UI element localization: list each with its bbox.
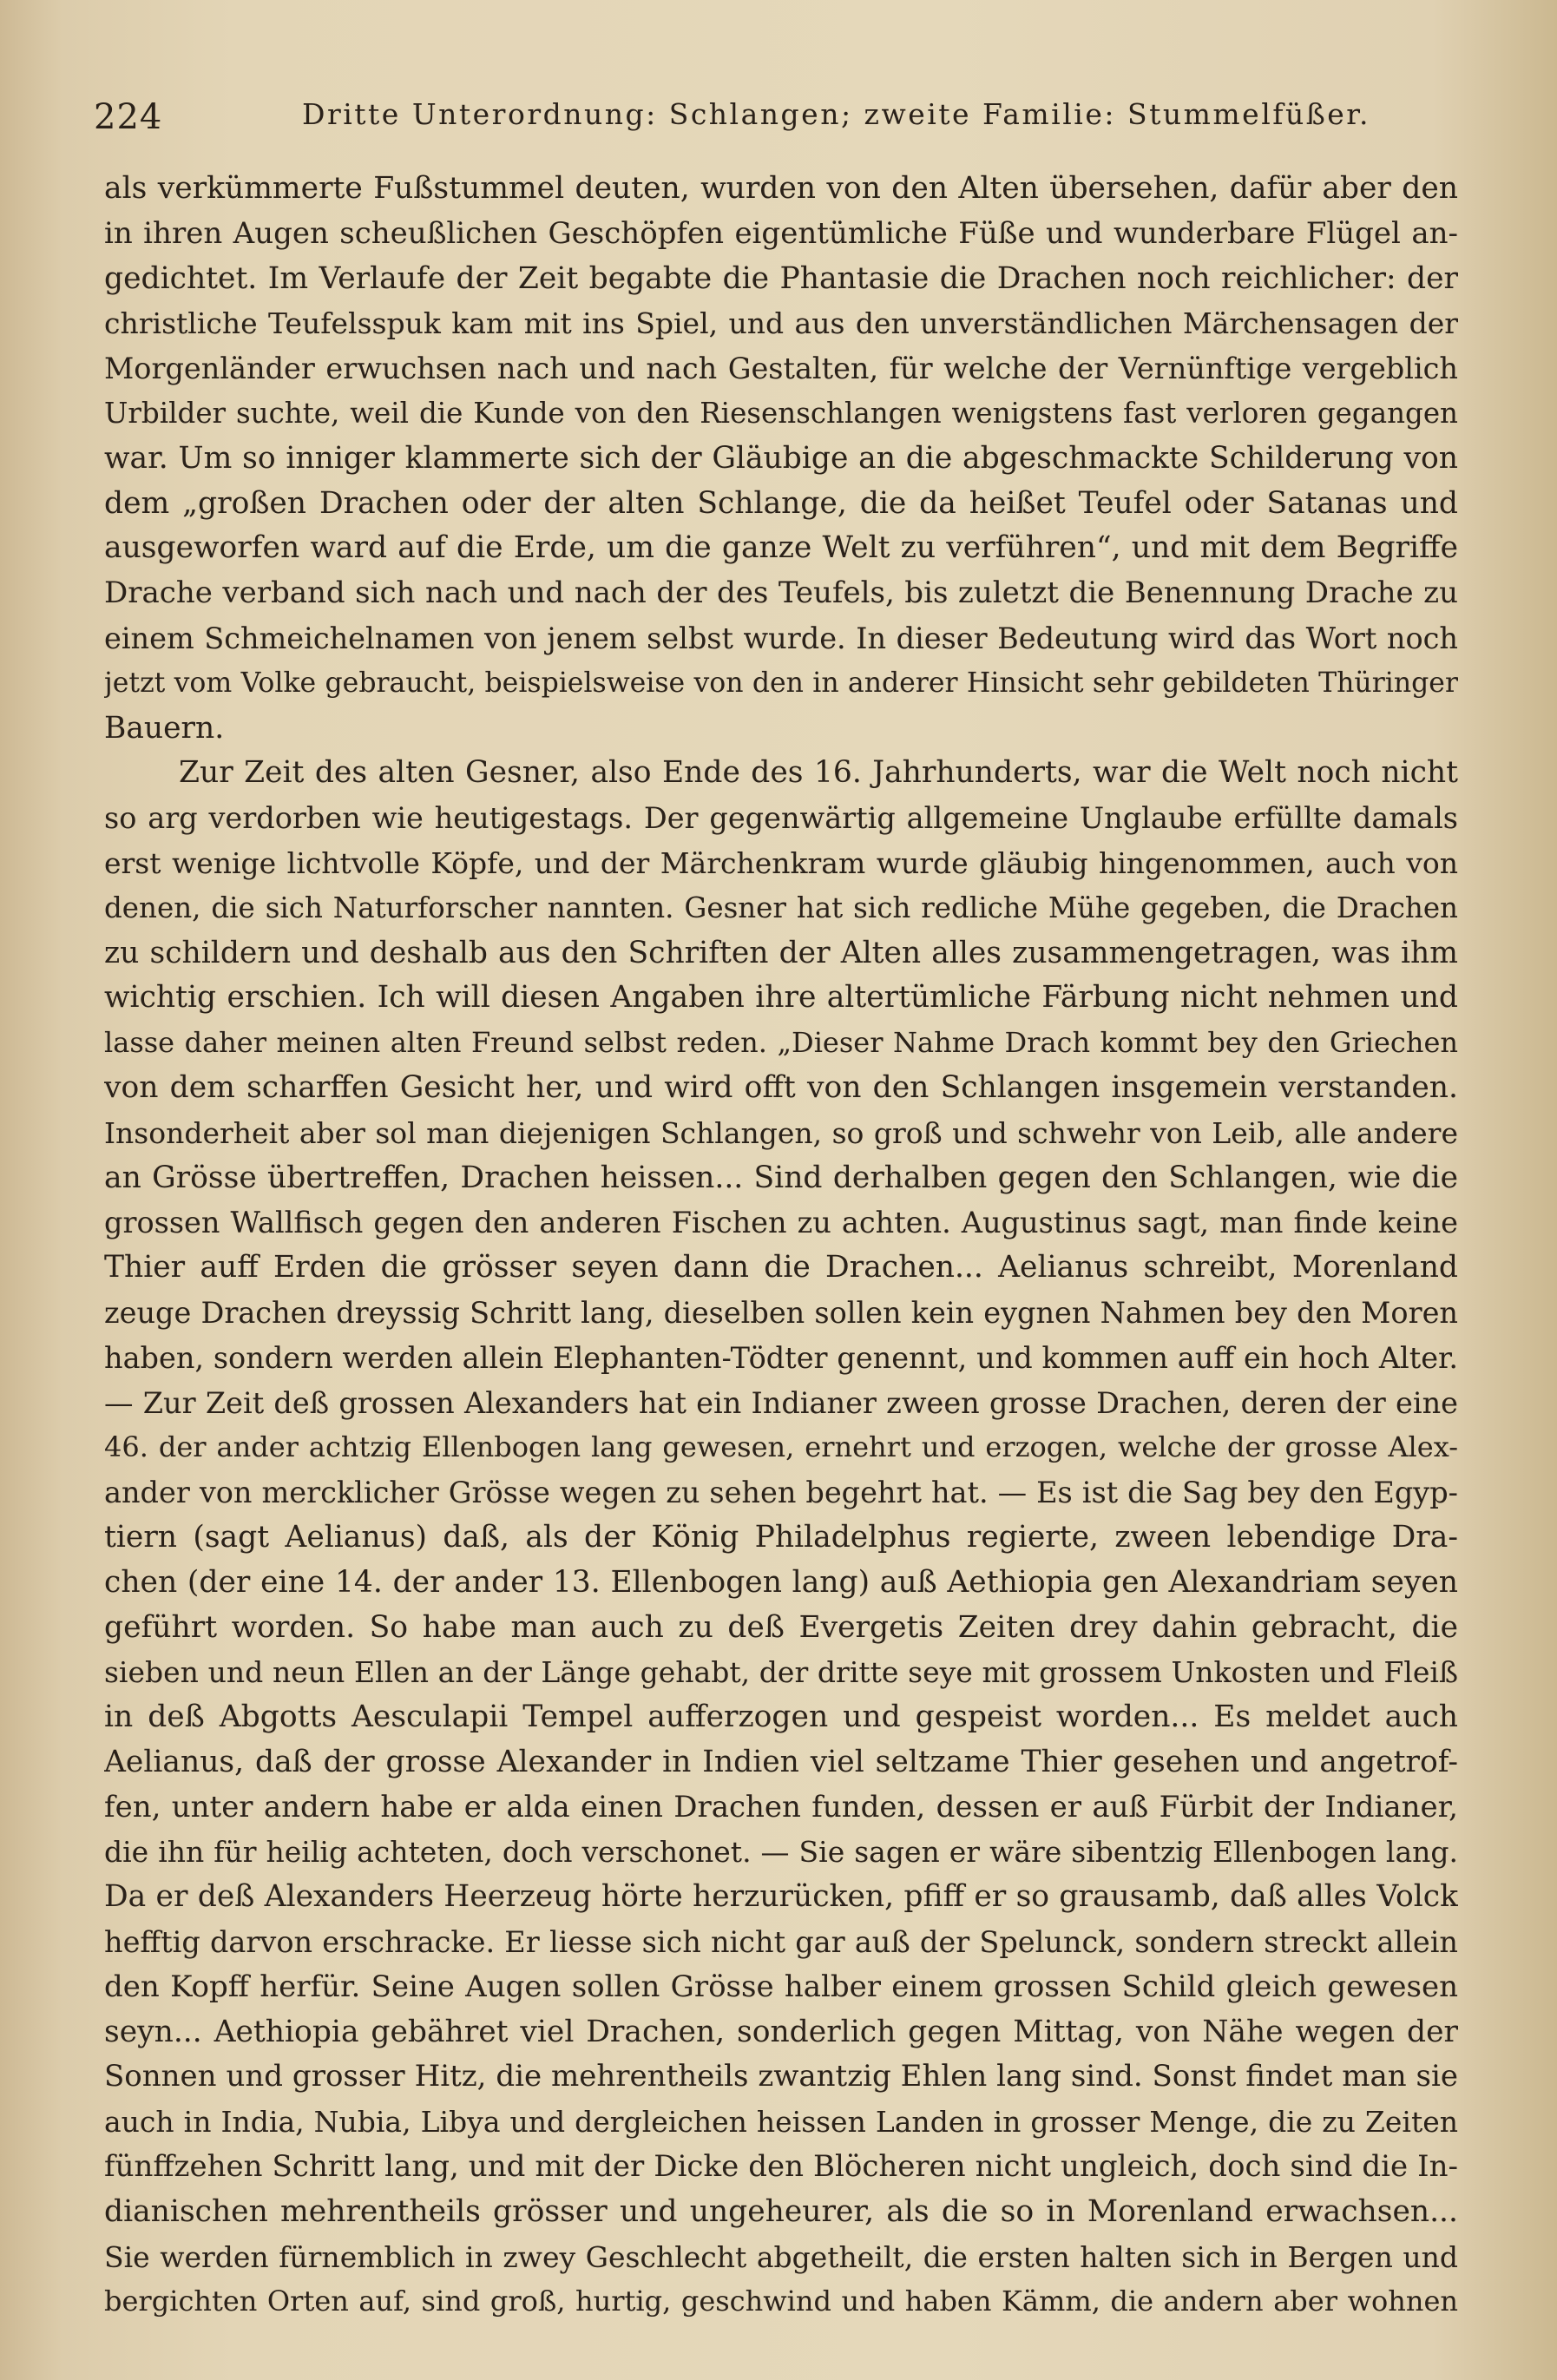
text-line: Da er deß Alexanders Heerzeug hörte herzurücken, pfiff er so grausamb, daß alles Volck [104, 1879, 1458, 1915]
body-text [104, 167, 1458, 2324]
text-line: von dem scharffen Gesicht her, und wird offt von den Schlangen insgemein verstanden. [104, 1069, 1458, 1105]
text-line: wichtig erschien. Ich will diesen Angaben ihre altertümliche Färbung nicht nehmen und [104, 980, 1458, 1016]
text-line: zu schildern und deshalb aus den Schriften der Alten alles zusammengetragen, was ihm [104, 935, 1458, 970]
text-line: haben, sondern werden allein Elephanten-Tödter genennt, und kommen auff ein hoch Alter. [104, 1340, 1458, 1375]
text-line: an Grösse übertreffen, Drachen heissen... Sind derhalben gegen den Schlangen, wie die [104, 1160, 1458, 1195]
text-line: bergichten Orten auf, sind groß, hurtig, geschwind und haben Kämm, die andern aber wohnen [104, 2285, 1458, 2318]
text-line: Sonnen und grosser Hitz, die mehrentheils zwantzig Ehlen lang sind. Sonst findet man sie [104, 2059, 1458, 2094]
text-line: erst wenige lichtvolle Köpfe, und der Märchenkram wurde gläubig hingenommen, auch von [104, 845, 1458, 880]
text-line: den Kopff herfür. Seine Augen sollen Grösse halber einem grossen Schild gleich gewesen [104, 1969, 1458, 2004]
text-line: ausgeworfen ward auf die Erde, um die ganze Welt zu verführen“, und mit dem Begriffe [104, 530, 1458, 566]
text-line: 46. der ander achtzig Ellenbogen lang gewesen, ernehrt und erzogen, welche der grosse Alex- [104, 1430, 1458, 1464]
text-line: lasse daher meinen alten Freund selbst reden. „Dieser Nahme Drach kommt bey den Griechen [104, 1026, 1458, 1060]
text-line: gedichtet. Im Verlaufe der Zeit begabte die Phantasie die Drachen noch reichlicher: der [104, 260, 1458, 296]
text-line: fen, unter andern habe er alda einen Drachen funden, dessen er auß Fürbit der Indianer, [104, 1789, 1458, 1824]
text-line: geführt worden. So habe man auch zu deß Evergetis Zeiten drey dahin gebracht, die [104, 1609, 1458, 1645]
text-line: fünffzehen Schritt lang, und mit der Dicke den Blöcheren nicht ungleich, doch sind die In- [104, 2149, 1458, 2185]
text-line: auch in India, Nubia, Libya und dergleichen heissen Landen in grosser Menge, die zu Zeiten [104, 2105, 1458, 2140]
text-line: so arg verdorben wie heutigestags. Der gegenwärtig allgemeine Unglaube erfüllte damals [104, 801, 1458, 836]
text-line: Sie werden fürnemblich in zwey Geschlecht abgetheilt, die ersten halten sich in Bergen und [104, 2239, 1458, 2274]
text-line: zeuge Drachen dreyssig Schritt lang, dieselben sollen kein eygnen Nahmen bey den Moren [104, 1295, 1458, 1330]
paragraph [104, 751, 1458, 2324]
text-line: christliche Teufelsspuk kam mit ins Spiel, und aus den unverständlichen Märchensagen der [104, 306, 1458, 341]
text-line: war. Um so inniger klammerte sich der Gläubige an die abgeschmackte Schilderung von [104, 440, 1458, 476]
text-line: ander von mercklicher Grösse wegen zu sehen begehrt hat. — Es ist die Sag bey den Egyp- [104, 1476, 1458, 1510]
page-header [94, 94, 1456, 146]
text-line: in ihren Augen scheußlichen Geschöpfen eigentümliche Füße und wunderbare Flügel an- [104, 215, 1458, 251]
text-line: dianischen mehrentheils grösser und ungeheurer, als die so in Morenland erwachsen... [104, 2193, 1458, 2229]
text-line: einem Schmeichelnamen von jenem selbst wurde. In dieser Bedeutung wird das Wort noch [104, 621, 1458, 655]
page-number: 224 [94, 97, 163, 137]
text-line: denen, die sich Naturforscher nannten. Gesner hat sich redliche Mühe gegeben, die Drachen [104, 891, 1458, 924]
text-line: grossen Wallfisch gegen den anderen Fischen zu achten. Augustinus sagt, man finde keine [104, 1206, 1458, 1240]
running-head: Dritte Unterordnung: Schlangen; zweite Familie: Stummelfüßer. [302, 97, 1370, 131]
text-line: — Zur Zeit deß grossen Alexanders hat ein Indianer zween grosse Drachen, deren der eine [104, 1385, 1458, 1420]
text-line: jetzt vom Volke gebraucht, beispielsweise von den in anderer Hinsicht sehr gebildeten Thüringer [104, 667, 1458, 699]
text-line: Morgenländer erwuchsen nach und nach Gestalten, für welche der Vernünftige vergeblich [104, 352, 1458, 386]
text-line: Insonderheit aber sol man diejenigen Schlangen, so groß und schwehr von Leib, alle andere [104, 1115, 1458, 1150]
text-line: Drache verband sich nach und nach der des Teufels, bis zuletzt die Benennung Drache zu [104, 575, 1458, 611]
text-line: Bauern. [104, 710, 225, 746]
text-line: chen (der eine 14. der ander 13. Ellenbogen lang) auß Aethiopia gen Alexandriam seyen [104, 1564, 1458, 1600]
text-line: seyn... Aethiopia gebähret viel Drachen, sonderlich gegen Mittag, von Nähe wegen der [104, 2014, 1458, 2049]
text-line: in deß Abgotts Aesculapii Tempel aufferzogen und gespeist worden... Es meldet auch [104, 1700, 1458, 1735]
text-line: die ihn für heilig achteten, doch verschonet. — Sie sagen er wäre sibentzig Ellenbogen lang. [104, 1835, 1458, 1870]
text-line: Thier auff Erden die grösser seyen dann die Drachen... Aelianus schreibt, Morenland [104, 1250, 1458, 1285]
text-line: Aelianus, daß der grosse Alexander in Indien viel seltzame Thier gesehen und angetrof- [104, 1744, 1458, 1779]
text-line: sieben und neun Ellen an der Länge gehabt, der dritte seye mit grossem Unkosten und Fleiß [104, 1655, 1458, 1690]
text-line: tiern (sagt Aelianus) daß, als der König Philadelphus regierte, zween lebendige Dra- [104, 1519, 1458, 1555]
text-line: dem „großen Drachen oder der alten Schlange, die da heißet Teufel oder Satanas und [104, 485, 1458, 521]
text-line: Zur Zeit des alten Gesner, also Ende des 16. Jahrhunderts, war die Welt noch nicht [179, 755, 1458, 791]
text-line: Urbilder suchte, weil die Kunde von den Riesenschlangen wenigstens fast verloren gegangen [104, 396, 1458, 430]
paragraph [104, 167, 1458, 751]
text-line: als verkümmerte Fußstummel deuten, wurden von den Alten übersehen, dafür aber den [104, 171, 1458, 206]
text-line: hefftig darvon erschracke. Er liesse sich nicht gar auß der Spelunck, sondern streckt allein [104, 1925, 1458, 1960]
